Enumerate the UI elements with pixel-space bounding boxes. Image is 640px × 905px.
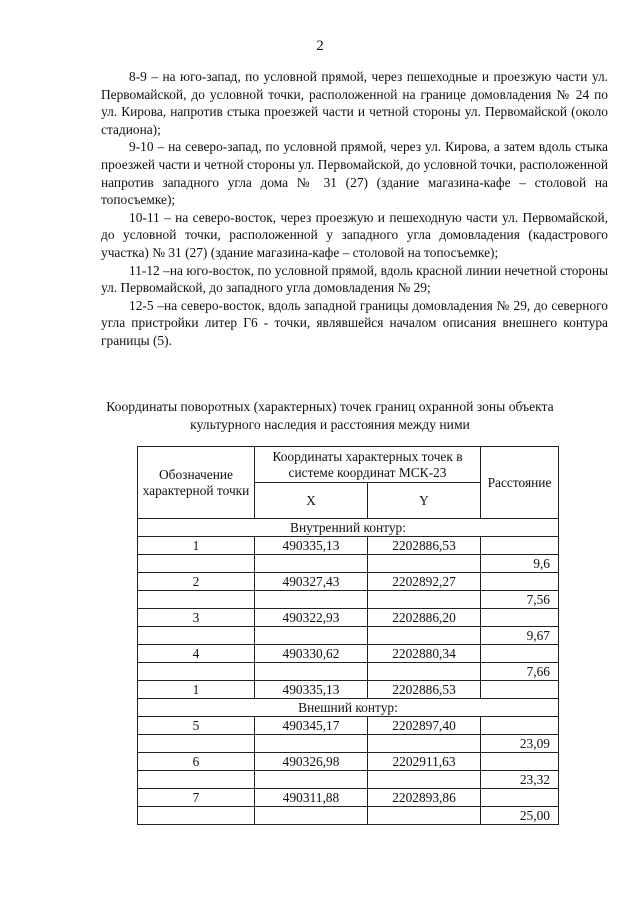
point-number: 6 bbox=[138, 753, 255, 771]
coordinate-x: 490311,88 bbox=[255, 789, 368, 807]
table-row bbox=[138, 663, 559, 681]
distance-empty bbox=[481, 537, 559, 555]
table-row bbox=[138, 573, 559, 591]
empty-cell bbox=[368, 555, 481, 573]
header-point: Обозначение характерной точки bbox=[138, 447, 255, 519]
distance-value: 9,6 bbox=[481, 555, 559, 573]
coordinate-y: 2202886,53 bbox=[368, 537, 481, 555]
point-number: 1 bbox=[138, 681, 255, 699]
coordinate-x: 490327,43 bbox=[255, 573, 368, 591]
empty-cell bbox=[255, 735, 368, 753]
coordinate-y: 2202886,53 bbox=[368, 681, 481, 699]
table-row bbox=[138, 807, 559, 825]
empty-cell bbox=[138, 663, 255, 681]
header-distance: Расстояние bbox=[481, 447, 559, 519]
distance-empty bbox=[481, 717, 559, 735]
distance-empty bbox=[481, 645, 559, 663]
distance-value: 23,32 bbox=[481, 771, 559, 789]
table-row bbox=[138, 537, 559, 555]
empty-cell bbox=[368, 807, 481, 825]
table-row bbox=[138, 699, 559, 717]
table-row bbox=[138, 645, 559, 663]
table-row bbox=[138, 609, 559, 627]
empty-cell bbox=[138, 555, 255, 573]
distance-empty bbox=[481, 609, 559, 627]
paragraph: 8-9 – на юго-запад, по условной прямой, через пешеходные и проезжую части ул. Первомайской, до условной точки, расположенной на границе домовладения № 24 по ул. Кирова, напротив стыка проезжей части и четной стороны ул. Первомайской (около стадиона); bbox=[101, 69, 608, 137]
empty-cell bbox=[368, 771, 481, 789]
distance-value: 25,00 bbox=[481, 807, 559, 825]
point-number: 7 bbox=[138, 789, 255, 807]
distance-value: 7,56 bbox=[481, 591, 559, 609]
empty-cell bbox=[368, 591, 481, 609]
coordinate-y: 2202892,27 bbox=[368, 573, 481, 591]
coordinate-y: 2202880,34 bbox=[368, 645, 481, 663]
distance-value: 7,66 bbox=[481, 663, 559, 681]
point-number: 2 bbox=[138, 573, 255, 591]
paragraph: 10-11 – на северо-восток, через проезжую и пешеходную части ул. Первомайской, до условной точки, расположенной у западного угла домовладения (кадастрового участка) № 31 (27) (здание магазина-кафе – столовой на топосъемке); bbox=[101, 209, 608, 260]
point-number: 1 bbox=[138, 537, 255, 555]
table-row bbox=[138, 753, 559, 771]
empty-cell bbox=[255, 663, 368, 681]
distance-empty bbox=[481, 789, 559, 807]
empty-cell bbox=[138, 771, 255, 789]
coordinate-x: 490326,98 bbox=[255, 753, 368, 771]
distance-value: 9,67 bbox=[481, 627, 559, 645]
distance-empty bbox=[481, 753, 559, 771]
empty-cell bbox=[255, 771, 368, 789]
point-number: 5 bbox=[138, 717, 255, 735]
empty-cell bbox=[368, 627, 481, 645]
paragraph: 9-10 – на северо-запад, по условной прямой, через ул. Кирова, а затем вдоль стыка проезжей части и четной стороны ул. Первомайской, до условной точки, расположенной напротив западного угла дома № 31 (27) (здание магазина-кафе – столовой на топосъемке); bbox=[101, 139, 608, 208]
table-title: Координаты поворотных (характерных) точек границ охранной зоны объекта культурного наследия и расстояния между ними bbox=[106, 399, 554, 432]
paragraph: 12-5 –на северо-восток, вдоль западной границы домовладения № 29, до северного угла пристройки литер Г6 - точки, являвшейся началом описания внешнего контура границы (5). bbox=[101, 297, 608, 348]
coordinate-x: 490345,17 bbox=[255, 717, 368, 735]
coordinate-y: 2202911,63 bbox=[368, 753, 481, 771]
body-text bbox=[101, 68, 608, 350]
coordinates-table bbox=[137, 446, 559, 825]
paragraph: 11-12 –на юго-восток, по условной прямой, вдоль красной линии нечетной стороны ул. Первомайской, до западного угла домовладения № 29; bbox=[101, 262, 608, 296]
page-number: 2 bbox=[316, 38, 324, 54]
coordinate-x: 490335,13 bbox=[255, 537, 368, 555]
table-row bbox=[138, 591, 559, 609]
table-row bbox=[138, 555, 559, 573]
coordinate-y: 2202886,20 bbox=[368, 609, 481, 627]
empty-cell bbox=[255, 807, 368, 825]
header-coordinates: Координаты характерных точек в системе координат МСК-23 bbox=[255, 447, 481, 483]
table-row bbox=[138, 735, 559, 753]
empty-cell bbox=[255, 555, 368, 573]
empty-cell bbox=[138, 591, 255, 609]
coordinate-x: 490335,13 bbox=[255, 681, 368, 699]
empty-cell bbox=[368, 735, 481, 753]
table-row bbox=[138, 771, 559, 789]
empty-cell bbox=[138, 627, 255, 645]
distance-empty bbox=[481, 573, 559, 591]
empty-cell bbox=[138, 735, 255, 753]
outer-contour-label: Внешний контур: bbox=[138, 699, 559, 717]
empty-cell bbox=[138, 807, 255, 825]
coordinate-y: 2202897,40 bbox=[368, 717, 481, 735]
empty-cell bbox=[255, 627, 368, 645]
empty-cell bbox=[255, 591, 368, 609]
table-row bbox=[138, 789, 559, 807]
coordinate-x: 490322,93 bbox=[255, 609, 368, 627]
point-number: 4 bbox=[138, 645, 255, 663]
header-y: Y bbox=[368, 483, 481, 519]
table-row bbox=[138, 627, 559, 645]
table-row bbox=[138, 717, 559, 735]
table-row bbox=[138, 681, 559, 699]
inner-contour-label: Внутренний контур: bbox=[138, 519, 559, 537]
coordinate-x: 490330,62 bbox=[255, 645, 368, 663]
distance-value: 23,09 bbox=[481, 735, 559, 753]
table-row bbox=[138, 519, 559, 537]
coordinate-y: 2202893,86 bbox=[368, 789, 481, 807]
point-number: 3 bbox=[138, 609, 255, 627]
empty-cell bbox=[368, 663, 481, 681]
distance-empty bbox=[481, 681, 559, 699]
header-x: X bbox=[255, 483, 368, 519]
